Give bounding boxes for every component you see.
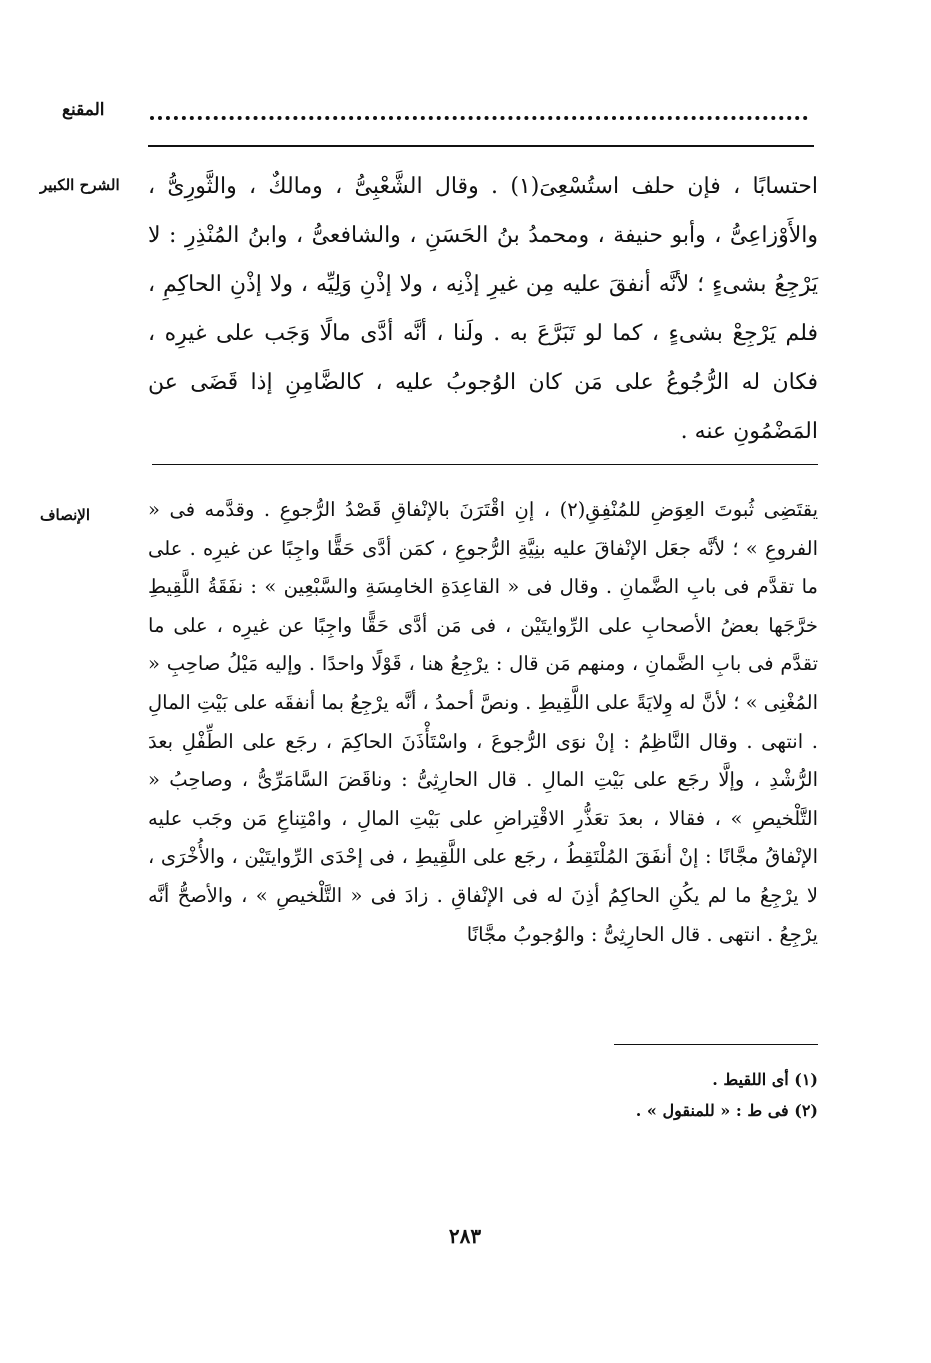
footnotes	[400, 1064, 818, 1126]
section-label-insaf: الإنصاف	[40, 506, 91, 524]
sharh-text-block	[148, 162, 818, 456]
header-dotted-leader	[150, 116, 808, 120]
section-divider	[152, 464, 818, 465]
book-title-header: المقنع	[62, 100, 105, 120]
sharh-paragraph: احتسابًا ، فإن حلف استُسْعِىَ(١) . وقال الشَّعْبِىُّ ، ومالكٌ ، والثَّورِىُّ ، والأَوْزاعِىُّ ، وأبو حنيفة ، ومحمدُ بنُ الحَسَنِ ، والشافعىُّ ، وابنُ المُنْذِرِ : لا يَرْجِعُ بشىءٍ ؛ لأنَّه أنفقَ عليه مِن غيرِ إذْنِه ، ولا إذْنِ وَلِيِّه ، ولا إذْنِ الحاكِمِ ، فلم يَرْجِعْ بشىءٍ ، كما لو تَبَرَّعَ به . ولَنا ، أنَّه أدَّى مالًا وَجَب على غيرِه ، فكان له الرُّجُوعُ على مَن كان الوُجوبُ عليه ، كالضَّامِنِ إذا قَضَى عن المَضْمُونِ عنه .	[148, 174, 818, 444]
footnote-divider	[614, 1044, 818, 1045]
footnote-2: (٢) فى ط : « للمنقول » .	[635, 1101, 818, 1120]
page-number: ٢٨٣	[448, 1224, 482, 1248]
insaf-text-block	[148, 491, 818, 954]
header-rule	[148, 145, 814, 147]
section-label-sharh: الشرح الكبير	[40, 176, 120, 194]
insaf-paragraph: يقتَضِى ثُبوتَ العِوَضِ للمُنْفِقِ(٢) ، إنِ اقْتَرَنَ بالإنْفاقِ قَصْدُ الرُّجوعِ . وقدَّمه فى « الفروعِ » ؛ لأنَّه جعَل الإنْفاقَ عليه بنِيَّةِ الرُّجوعِ ، كمَن أدَّى حَقًّا واجِبًا عن غيرِه . على ما تقدَّم فى بابِ الضَّمانِ . وقال فى « القاعِدَةِ الخامِسَةِ والسَّبْعِين » : نفَقَةُ اللَّقِيطِ خرَّجَها بعضُ الأصحابِ على الرِّوايتَيْن ، فى مَن أدَّى حَقًّا واجِبًا عن غيرِه ، على ما تقدَّم فى بابِ الضَّمانِ ، ومنهم مَن قال : يرْجِعُ هنا ، قَوْلًا واحدًا . وإليه مَيْلُ صاحِبِ « المُغْنِى » ؛ لأنَّ له وِلايَةً على اللَّقِيطِ . ونصَّ أحمدُ ، أنَّه يرْجِعُ بما أنفقَه على بَيْتِ المالِ . انتهى . وقال النَّاظِمُ : إنْ نوَى الرُّجوعَ ، واسْتَأْذَنَ الحاكِمَ ، رجَع على الطِّفْلِ بعدَ الرُّشْدِ ، وإلَّا رجَع على بَيْتِ المالِ . قال الحارِثِىُّ : وناقَضَ السَّامَرِّىُّ ، وصاحِبُ « التَّلْخيصِ » ، فقالا ، بعدَ تعَذُّرِ الاقْتِراضِ على بَيْتِ المالِ ، وامْتِناعِ مَن وجَب عليه الإنْفاقُ مجَّانًا : إنْ أنفَقَ المُلْتَقِطُ ، رجَع على اللَّقِيطِ ، فى إحْدَى الرِّوايتَيْن ، والأُخْرَى ، لا يرْجِعُ ما لم يكُنِ الحاكِمُ أذِنَ له فى الإنْفاقِ . زادَ فى « التَّلْخيصِ » ، والأصحُّ أنَّه يرْجِعُ . انتهى . قال الحارِثِىُّ : والوُجوبُ مجَّانًا	[148, 498, 818, 946]
footnote-1: (١) أى اللقيط .	[712, 1070, 818, 1089]
